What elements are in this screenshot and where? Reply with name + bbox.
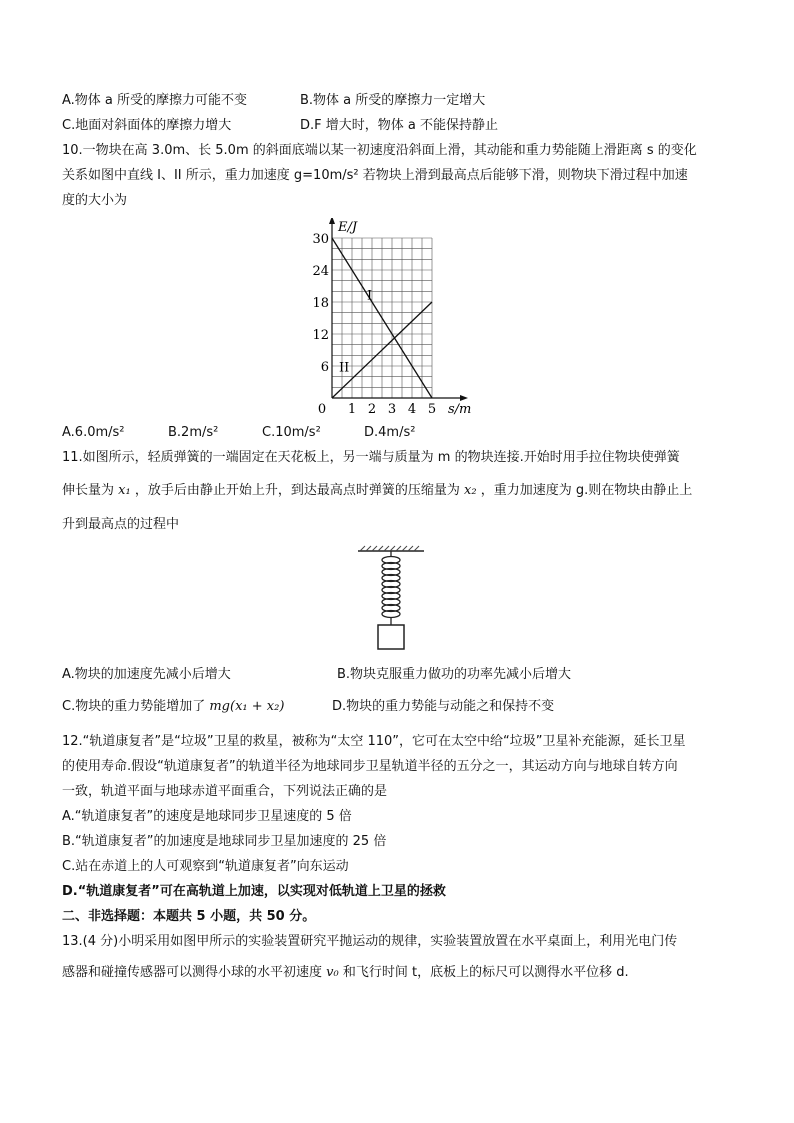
- q9-option-b: B.物体 a 所受的摩擦力一定增大: [300, 93, 486, 108]
- q11-text-line1: 11.如图所示，轻质弹簧的一端固定在天花板上，另一端与质量为 m 的物块连接.开始时用手拉住物块使弹簧: [62, 450, 680, 465]
- x1-symbol: x₁: [118, 483, 131, 498]
- q11-line2-post: ，重力加速度为 g.则在物块由静止上: [480, 483, 693, 498]
- x-tick-label: 1: [347, 402, 357, 417]
- q11-option-c-text: C.物块的重力势能增加了: [62, 699, 206, 714]
- q11-option-b: B.物块克服重力做功的功率先减小后增大: [337, 667, 572, 682]
- chart-axes: [329, 218, 468, 401]
- x-tick-label: 3: [387, 402, 397, 417]
- q11-text-line2: [62, 482, 692, 500]
- q11-text-line3: 升到最高点的过程中: [62, 517, 180, 532]
- q9-option-d: D.F 增大时，物体 a 不能保持静止: [300, 118, 498, 133]
- q13-text-line1: 13.(4 分)小明采用如图甲所示的实验装置研究平抛运动的规律，实验装置放置在水平桌面上，利用光电门传: [62, 934, 678, 949]
- y-tick-label: 6: [320, 360, 329, 375]
- chart-ticks: [312, 232, 436, 417]
- q11-option-d: D.物块的重力势能与动能之和保持不变: [332, 699, 555, 714]
- q10-option-d: D.4m/s²: [364, 425, 416, 440]
- q12-text-line2: 的使用寿命.假设“轨道康复者”的轨道半径为地球同步卫星轨道半径的五分之一，其运动方向与地球自转方向: [62, 759, 678, 774]
- q12-option-b: B.“轨道康复者”的加速度是地球同步卫星加速度的 25 倍: [62, 834, 387, 849]
- spring-block-figure: [356, 545, 426, 655]
- series-label-I: I: [367, 288, 373, 304]
- ceiling: [358, 546, 424, 551]
- spring-coil: [382, 551, 400, 625]
- q9-option-c: C.地面对斜面体的摩擦力增大: [62, 118, 232, 133]
- q10-option-a: A.6.0m/s²: [62, 425, 125, 440]
- energy-distance-chart: [305, 218, 480, 418]
- q12-option-d: D.“轨道康复者”可在高轨道上加速，以实现对低轨道上卫星的拯救: [62, 884, 446, 899]
- y-axis-label: E/J: [338, 220, 358, 235]
- q10-text-line1: 10.一物块在高 3.0m、长 5.0m 的斜面底端以某一初速度沿斜面上滑，其动能和重力势能随上滑距离 s 的变化: [62, 143, 697, 158]
- q12-text-line3: 一致，轨道平面与地球赤道平面重合，下列说法正确的是: [62, 784, 388, 799]
- q12-text-line1: 12.“轨道康复者”是“垃圾”卫星的救星，被称为“太空 110”，它可在太空中给“垃圾”卫星补充能源，延长卫星: [62, 734, 686, 749]
- q10-text-line2: 关系如图中直线 I、II 所示，重力加速度 g=10m/s² 若物块上滑到最高点后能够下滑，则物块下滑过程中加速: [62, 168, 688, 183]
- x-axis-arrow: [460, 395, 468, 401]
- q11-line2-mid: ，放手后由静止开始上升，到达最高点时弹簧的压缩量为: [134, 483, 460, 498]
- q10-text-line3: 度的大小为: [62, 193, 128, 208]
- q13-text-line2: [62, 964, 629, 982]
- y-axis-arrow: [329, 218, 335, 224]
- v0-symbol: v₀: [326, 965, 339, 980]
- y-tick-label: 18: [312, 296, 329, 311]
- x-tick-label: 5: [427, 402, 437, 417]
- q12-option-a: A.“轨道康复者”的速度是地球同步卫星速度的 5 倍: [62, 809, 352, 824]
- q9-option-a: A.物体 a 所受的摩擦力可能不变: [62, 93, 248, 108]
- x-tick-label: 2: [367, 402, 377, 417]
- series-label-II: II: [339, 360, 350, 376]
- x2-symbol: x₂: [464, 483, 477, 498]
- q10-option-c: C.10m/s²: [262, 425, 321, 440]
- q12-option-c: C.站在赤道上的人可观察到“轨道康复者”向东运动: [62, 859, 349, 874]
- y-tick-label: 30: [312, 232, 329, 247]
- q10-option-b: B.2m/s²: [168, 425, 219, 440]
- x-tick-label: 4: [407, 402, 417, 417]
- block: [378, 625, 404, 649]
- q13-line2-pre: 感器和碰撞传感器可以测得小球的水平初速度: [62, 965, 323, 980]
- q13-line2-post: 和飞行时间 t，底板上的标尺可以测得水平位移 d.: [342, 965, 629, 980]
- x-axis-label: s/m: [448, 402, 472, 417]
- q11-line2-pre: 伸长量为: [62, 483, 115, 498]
- y-tick-label: 12: [312, 328, 329, 343]
- q11-option-c: [62, 698, 284, 716]
- q11-option-c-formula: mg(x₁ + x₂): [209, 699, 285, 714]
- q11-option-a: A.物块的加速度先减小后增大: [62, 667, 231, 682]
- section-heading: 二、非选择题：本题共 5 小题，共 50 分。: [62, 909, 316, 924]
- y-tick-label: 24: [312, 264, 329, 279]
- x-tick-label: 0: [317, 402, 327, 417]
